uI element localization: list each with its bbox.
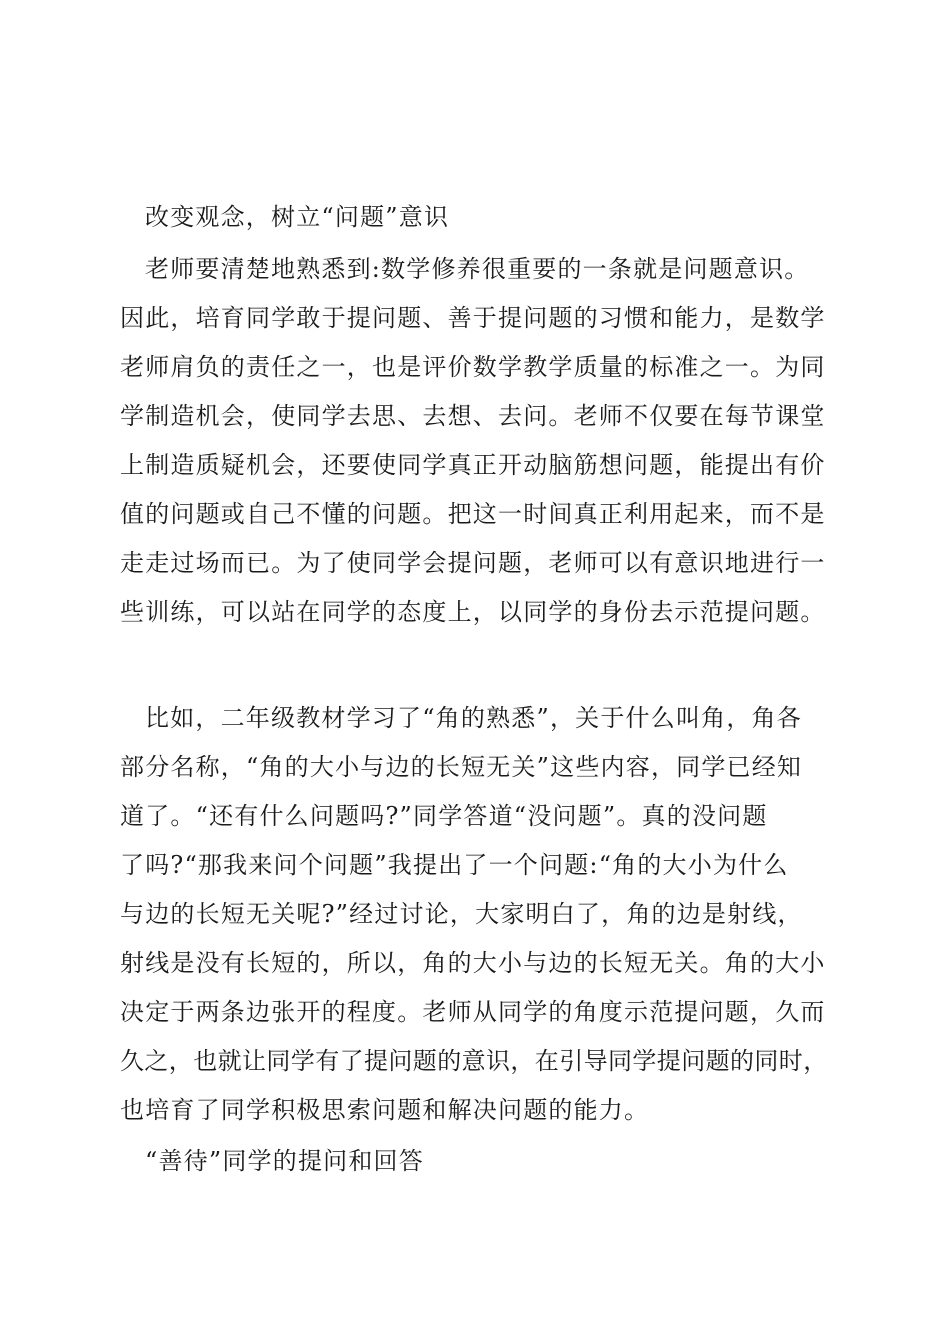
paragraph-line: 比如，二年级教材学习了“角的熟悉”，关于什么叫角，角各 — [145, 704, 802, 732]
paragraph-line: 些训练，可以站在同学的态度上，以同学的身份去示范提问题。 — [120, 598, 826, 626]
paragraph-line: 了吗?“那我来问个问题”我提出了一个问题:“角的大小为什么 — [120, 851, 789, 879]
paragraph-line: 久之，也就让同学有了提问题的意识，在引导同学提问题的同时， — [120, 1047, 828, 1075]
paragraph-line: 也培育了同学积极思索问题和解决问题的能力。 — [120, 1096, 650, 1124]
section-heading: 改变观念，树立“问题”意识 — [145, 203, 450, 231]
section-heading: “善待”同学的提问和回答 — [145, 1147, 424, 1175]
paragraph-line: 决定于两条边张开的程度。老师从同学的角度示范提问题，久而 — [120, 998, 826, 1026]
paragraph-line: 值的问题或自己不懂的问题。把这一时间真正利用起来，而不是 — [120, 500, 826, 528]
paragraph-line: 与边的长短无关呢?”经过讨论，大家明白了，角的边是射线， — [120, 900, 803, 928]
paragraph-line: 上制造质疑机会，还要使同学真正开动脑筋想问题，能提出有价 — [120, 451, 826, 479]
paragraph-line: 老师要清楚地熟悉到:数学修养很重要的一条就是问题意识。 — [145, 255, 810, 283]
paragraph-line: 部分名称，“角的大小与边的长短无关”这些内容，同学已经知 — [120, 753, 803, 781]
paragraph-line: 走走过场而已。为了使同学会提问题，老师可以有意识地进行一 — [120, 549, 826, 577]
paragraph-line: 老师肩负的责任之一，也是评价数学教学质量的标准之一。为同 — [120, 353, 826, 381]
paragraph-line: 学制造机会，使同学去思、去想、去问。老师不仅要在每节课堂 — [120, 402, 826, 430]
paragraph-line: 因此，培育同学敢于提问题、善于提问题的习惯和能力，是数学 — [120, 304, 826, 332]
paragraph-line: 道了。“还有什么问题吗?”同学答道“没问题”。真的没问题 — [120, 802, 768, 830]
paragraph-line: 射线是没有长短的，所以，角的大小与边的长短无关。角的大小 — [120, 949, 826, 977]
